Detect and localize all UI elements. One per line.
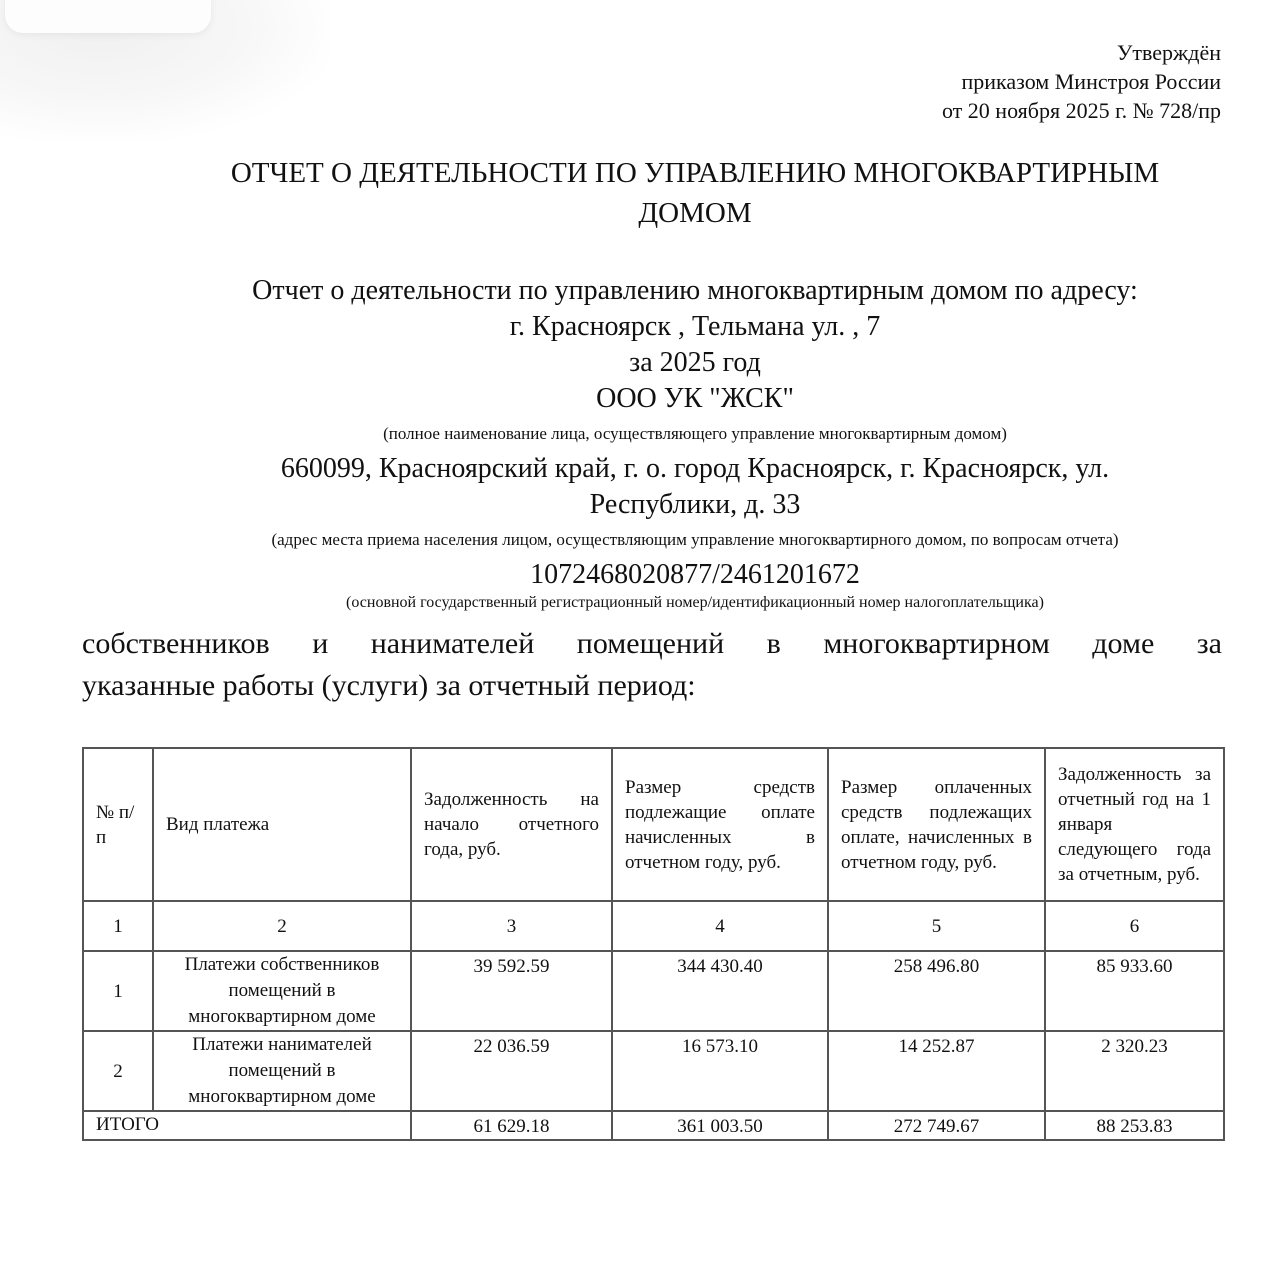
row-num: 1 (83, 951, 153, 1031)
paragraph (82, 623, 1222, 707)
company-caption: (полное наименование лица, осуществляющего управление многоквартирным домом) (383, 424, 1007, 443)
word: собственников (82, 627, 270, 660)
column-number: 5 (828, 901, 1045, 951)
row-debt-start: 39 592.59 (411, 951, 612, 1031)
row-charged: 344 430.40 (612, 951, 828, 1031)
house-address: г. Красноярск , Тельмана ул. , 7 (509, 311, 881, 342)
paragraph-line-2: указанные работы (услуги) за отчетный период: (82, 669, 696, 702)
office-address-line-2: Республики, д. 33 (589, 489, 801, 520)
approval-block (0, 38, 1221, 125)
table-row (83, 951, 1224, 1031)
row-num: 2 (83, 1031, 153, 1111)
word: в (766, 627, 781, 660)
approval-line-2: приказом Минстроя России (961, 69, 1221, 94)
report-period: за 2025 год (629, 347, 761, 378)
header-paid: Размер оплаченных средств подлежащих оплате, начисленных в отчетном году, руб. (828, 748, 1045, 901)
paragraph-line-1 (82, 623, 1222, 665)
ogrn-inn-caption: (основной государственный регистрационный номер/идентификационный номер налогоплательщика) (346, 594, 1044, 611)
row-paid: 14 252.87 (828, 1031, 1045, 1111)
approval-line-1: Утверждён (1116, 40, 1221, 65)
column-number-row (83, 901, 1224, 951)
column-number: 4 (612, 901, 828, 951)
word: доме (1092, 627, 1155, 660)
word: и (312, 627, 329, 660)
office-address-caption: (адрес места приема населения лицом, осуществляющим управление многоквартирного домом, по вопросам отчета) (271, 530, 1119, 549)
word: помещений (576, 627, 725, 660)
row-paid: 258 496.80 (828, 951, 1045, 1031)
title-line-1: ОТЧЕТ О ДЕЯТЕЛЬНОСТИ ПО УПРАВЛЕНИЮ МНОГОКВАРТИРНЫМ (230, 157, 1160, 189)
table-header-row (83, 748, 1224, 901)
company-name: ООО УК "ЖСК" (596, 383, 794, 414)
column-number: 2 (153, 901, 411, 951)
row-debt-start: 22 036.59 (411, 1031, 612, 1111)
total-debt-start: 61 629.18 (411, 1111, 612, 1140)
row-type: Платежи собственников помещений в многоквартирном доме (153, 951, 411, 1031)
payments-table (82, 747, 1225, 1141)
title-line-2: ДОМОМ (638, 197, 752, 229)
clipped-badge (5, 0, 211, 33)
word: нанимателей (370, 627, 535, 660)
header-debt-end: Задолженность за отчетный год на 1 января следующего года за отчетным, руб. (1045, 748, 1224, 901)
column-number: 3 (411, 901, 612, 951)
total-debt-end: 88 253.83 (1045, 1111, 1224, 1140)
office-address-line-1: 660099, Красноярский край, г. о. город Красноярск, г. Красноярск, ул. (280, 453, 1110, 484)
header-debt-start: Задолженность на начало отчетного года, руб. (411, 748, 612, 901)
approval-line-3: от 20 ноября 2025 г. № 728/пр (941, 98, 1221, 123)
document-title (150, 153, 1240, 233)
column-number: 1 (83, 901, 153, 951)
row-charged: 16 573.10 (612, 1031, 828, 1111)
row-type: Платежи нанимателей помещений в многоквартирном доме (153, 1031, 411, 1111)
word: за (1196, 627, 1222, 660)
header-type: Вид платежа (153, 748, 411, 901)
column-number: 6 (1045, 901, 1224, 951)
document-page (0, 38, 1280, 1181)
word: многоквартирном (823, 627, 1050, 660)
total-label: ИТОГО (83, 1111, 411, 1140)
ogrn-inn: 1072468020877/2461201672 (530, 559, 860, 590)
total-row (83, 1111, 1224, 1140)
header-charged: Размер средств подлежащие оплате начисленных в отчетном году, руб. (612, 748, 828, 901)
row-debt-end: 85 933.60 (1045, 951, 1224, 1031)
table-wrapper (82, 747, 1223, 1141)
header-num: № п/п (83, 748, 153, 901)
report-intro: Отчет о деятельности по управлению многоквартирным домом по адресу: (252, 275, 1138, 306)
table-row (83, 1031, 1224, 1111)
total-paid: 272 749.67 (828, 1111, 1045, 1140)
row-debt-end: 2 320.23 (1045, 1031, 1224, 1111)
total-charged: 361 003.50 (612, 1111, 828, 1140)
